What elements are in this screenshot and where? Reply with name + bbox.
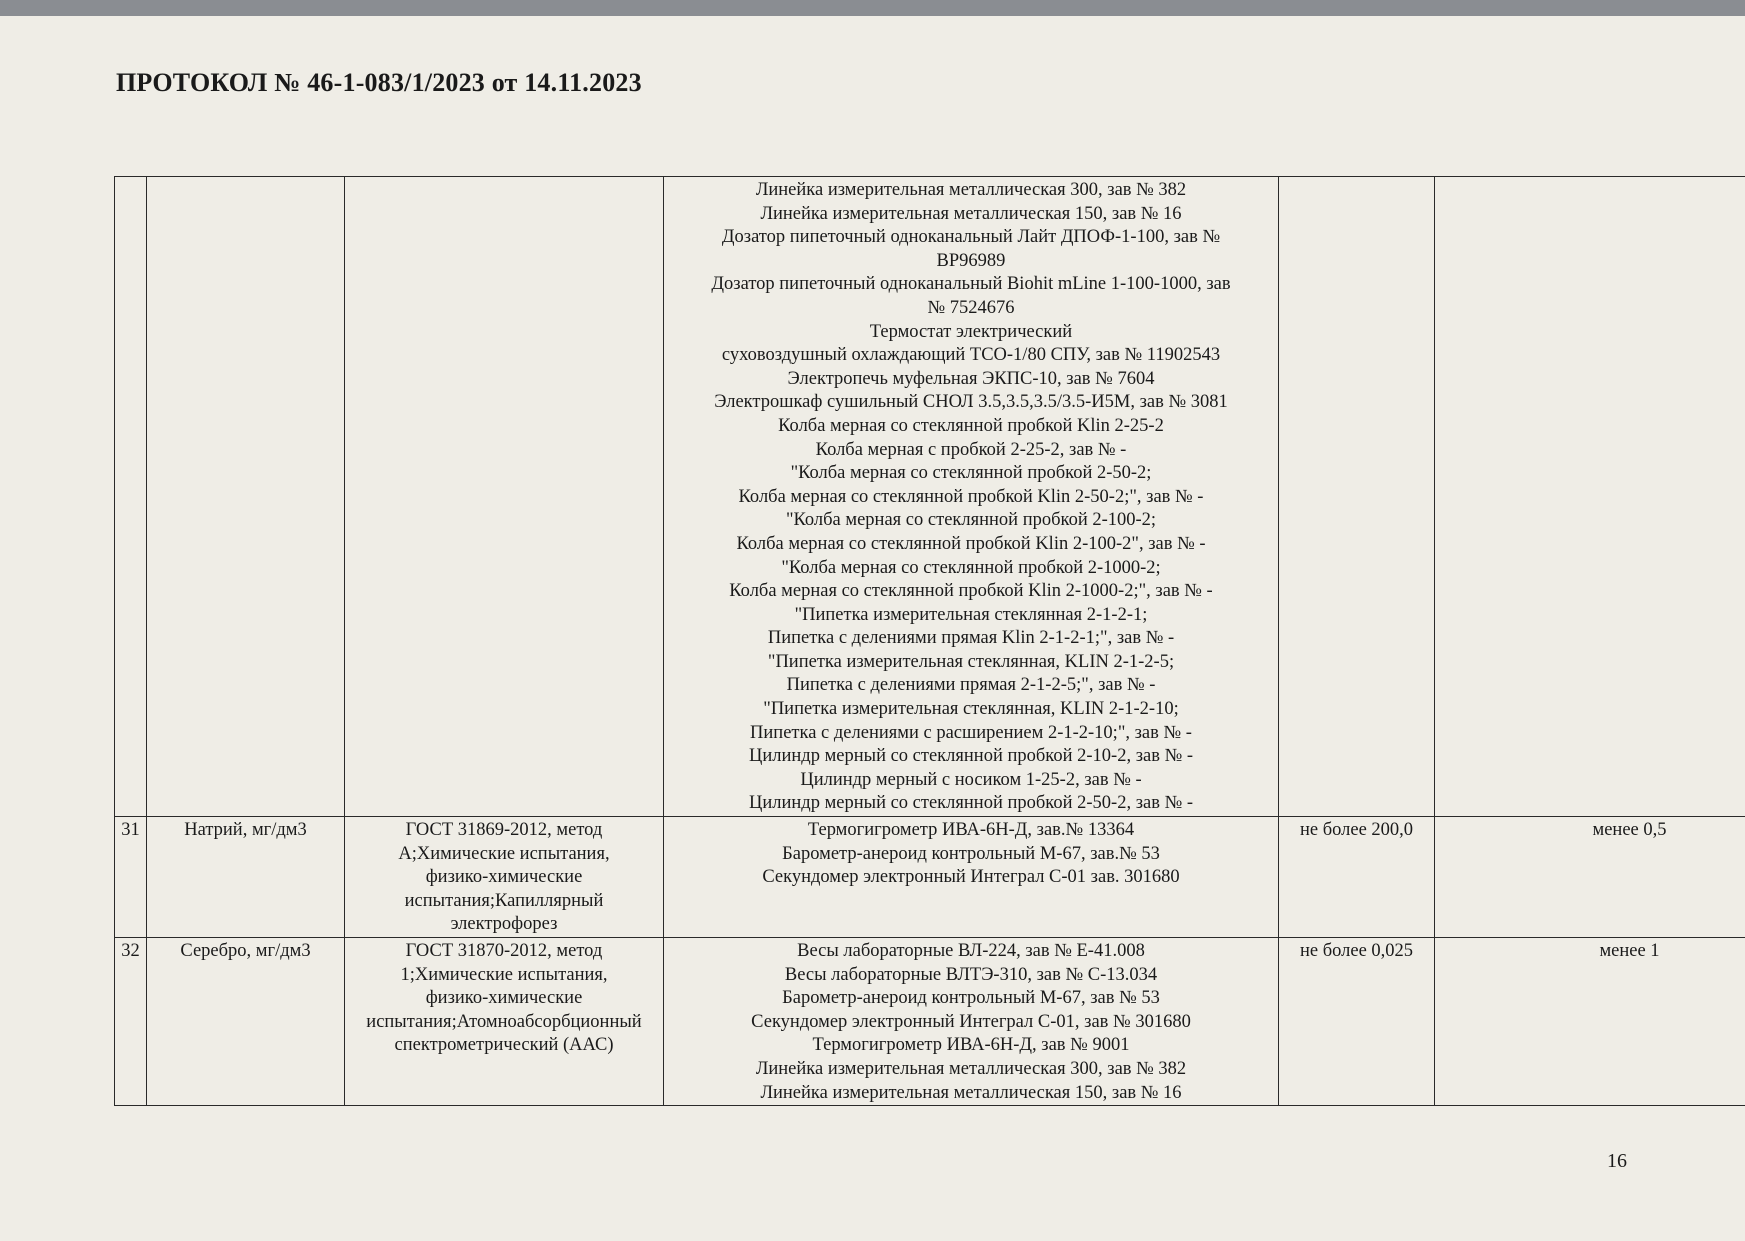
result-cell [1435,177,1745,817]
text-line: Пипетка с делениями прямая 2-1-2-5;", зав № - [786,675,1156,696]
text-line: "Пипетка измерительная стеклянная, KLIN 2-1-2-5; [767,651,1175,672]
text-line: ВР96989 [936,250,1006,271]
text-line: Секундомер электронный Интеграл С-01, зав № 301680 [751,1011,1191,1032]
protocol-title: ПРОТОКОЛ № 46-1-083/1/2023 от 14.11.2023 [116,68,642,97]
equipment-cell [664,177,1279,817]
text-line: Дозатор пипеточный одноканальный Лайт ДПОФ-1-100, зав № [721,227,1221,248]
text-line: А;Химические испытания, [398,843,610,864]
page-number: 16 [1607,1150,1627,1172]
text-line: электрофорез [450,914,558,935]
text-line: Электропечь муфельная ЭКПС-10, зав № 7604 [787,368,1155,389]
text-line: 1;Химические испытания, [400,964,608,985]
text-line: Линейка измерительная металлическая 300, зав № 382 [755,180,1187,200]
norm-cell: не более 200,0 [1279,817,1435,938]
text-line: Линейка измерительная металлическая 150, зав № 16 [760,203,1182,224]
text-line: Цилиндр мерный со стеклянной пробкой 2-10-2, зав № - [748,746,1194,767]
text-line: Термогигрометр ИВА-6Н-Д, зав № 9001 [812,1035,1130,1056]
text-line: "Пипетка измерительная стеклянная 2-1-2-1; [794,604,1148,625]
text-line: Барометр-анероид контрольный М-67, зав.№ 53 [782,843,1160,864]
text-line: Термогигрометр ИВА-6Н-Д, зав.№ 13364 [807,820,1135,841]
result-cell: менее 1 [1435,938,1745,1106]
method-cell [345,177,664,817]
row-number-cell [115,177,147,817]
text-line: испытания;Капиллярный [404,890,604,911]
text-line: Весы лабораторные ВЛТЭ-310, зав № С-13.034 [784,964,1158,985]
text-line: Колба мерная со стеклянной пробкой Klin 2-25-2 [778,415,1164,436]
text-line: Секундомер электронный Интеграл С-01 зав. 301680 [762,867,1180,888]
text-line: Линейка измерительная металлическая 300, зав № 382 [755,1058,1187,1079]
text-line: "Колба мерная со стеклянной пробкой 2-50-2; [790,463,1152,484]
method-cell [345,938,664,1106]
norm-cell [1279,177,1435,817]
text-line: "Пипетка измерительная стеклянная, KLIN 2-1-2-10; [763,699,1179,720]
text-line: ГОСТ 31869-2012, метод [405,820,603,841]
text-line: "Колба мерная со стеклянной пробкой 2-1000-2; [781,557,1161,578]
text-line: Барометр-анероид контрольный М-67, зав № 53 [782,988,1160,1009]
text-line: № 7524676 [927,297,1015,318]
text-line: ГОСТ 31870-2012, метод [405,941,603,961]
indicator-cell [147,177,345,817]
text-line: Термостат электрический [869,321,1073,342]
table-row [115,817,1745,938]
indicator-cell: Серебро, мг/дм3 [147,938,345,1106]
row-number-cell: 31 [115,817,147,938]
text-line: Колба мерная со стеклянной пробкой Klin 2-50-2;", зав № - [738,486,1204,507]
table-row-continuation [115,177,1745,817]
text-line: испытания;Атомноабсорбционный [366,1011,642,1032]
protocol-table [114,176,1745,1106]
text-line: Цилиндр мерный с носиком 1-25-2, зав № - [800,769,1142,790]
text-line: Колба мерная со стеклянной пробкой Klin 2-100-2", зав № - [736,533,1206,554]
scan-top-border [0,0,1745,16]
method-cell [345,817,664,938]
text-line: спектрометрический (ААС) [394,1035,614,1056]
text-line: "Колба мерная со стеклянной пробкой 2-100-2; [785,510,1157,531]
text-line: Колба мерная со стеклянной пробкой Klin 2-1000-2;", зав № - [729,581,1213,602]
table-row [115,938,1745,1106]
text-line: Пипетка с делениями прямая Klin 2-1-2-1;", зав № - [767,628,1175,649]
equipment-cell [664,938,1279,1106]
result-cell: менее 0,5 [1435,817,1745,938]
text-line: Линейка измерительная металлическая 150, зав № 16 [760,1082,1182,1103]
text-line: Весы лабораторные ВЛ-224, зав № Е-41.008 [797,941,1145,961]
text-line: Электрошкаф сушильный СНОЛ 3.5,3.5,3.5/3.5-И5М, зав № 3081 [714,392,1228,413]
norm-cell: не более 0,025 [1279,938,1435,1106]
text-line: суховоздушный охлаждающий ТСО-1/80 СПУ, зав № 11902543 [721,345,1221,366]
text-line: Пипетка с делениями с расширением 2-1-2-10;", зав № - [750,722,1192,743]
row-number-cell: 32 [115,938,147,1106]
equipment-cell [664,817,1279,938]
text-line: Дозатор пипеточный одноканальный Biohit mLine 1-100-1000, зав [711,274,1231,295]
text-line: Колба мерная с пробкой 2-25-2, зав № - [815,439,1127,460]
text-line: Цилиндр мерный со стеклянной пробкой 2-50-2, зав № - [748,793,1194,814]
indicator-cell: Натрий, мг/дм3 [147,817,345,938]
text-line: физико-химические [425,988,583,1009]
text-line: физико-химические [425,867,583,888]
